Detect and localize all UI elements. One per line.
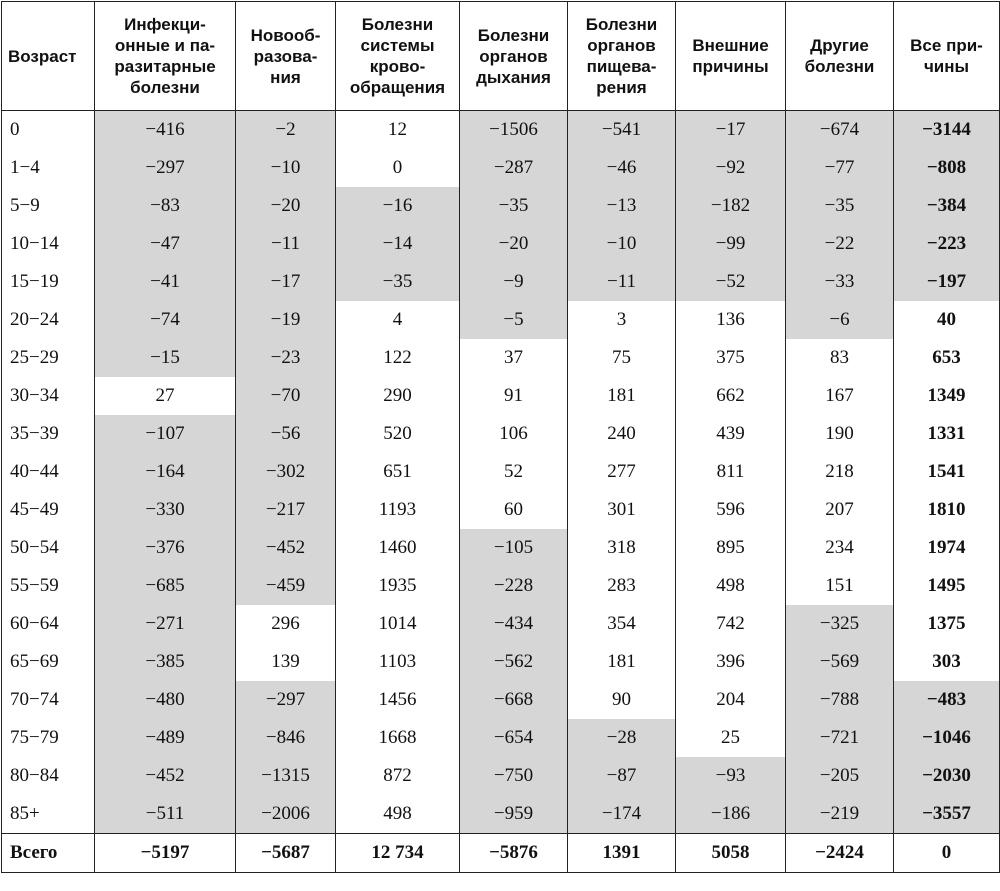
- value-cell: 742: [676, 605, 786, 643]
- header-circulatory: Болезни системы крово- обращения: [336, 2, 460, 111]
- value-cell: 1349: [894, 377, 1000, 415]
- value-cell: −541: [568, 111, 676, 150]
- value-cell: 151: [786, 567, 894, 605]
- table-row: [2, 301, 1000, 339]
- value-cell: 106: [460, 415, 568, 453]
- value-cell: 4: [336, 301, 460, 339]
- value-cell: −11: [568, 263, 676, 301]
- value-cell: −654: [460, 719, 568, 757]
- value-cell: 37: [460, 339, 568, 377]
- value-cell: −788: [786, 681, 894, 719]
- value-cell: −41: [95, 263, 236, 301]
- header-row: [2, 2, 1000, 111]
- value-cell: 1495: [894, 567, 1000, 605]
- value-cell: 1810: [894, 491, 1000, 529]
- value-cell: −197: [894, 263, 1000, 301]
- value-cell: 75: [568, 339, 676, 377]
- value-cell: −23: [236, 339, 336, 377]
- value-cell: −5876: [460, 834, 568, 873]
- value-cell: −569: [786, 643, 894, 681]
- total-row: [2, 834, 1000, 873]
- value-cell: −17: [676, 111, 786, 150]
- value-cell: −287: [460, 149, 568, 187]
- age-cell: 1−4: [2, 149, 95, 187]
- value-cell: 301: [568, 491, 676, 529]
- value-cell: −28: [568, 719, 676, 757]
- value-cell: −384: [894, 187, 1000, 225]
- value-cell: 318: [568, 529, 676, 567]
- value-cell: 207: [786, 491, 894, 529]
- header-other: Другие болезни: [786, 2, 894, 111]
- value-cell: 811: [676, 453, 786, 491]
- table-row: [2, 795, 1000, 834]
- age-cell: 80−84: [2, 757, 95, 795]
- table-row: [2, 453, 1000, 491]
- value-cell: −685: [95, 567, 236, 605]
- header-digestive: Болезни органов пищева- рения: [568, 2, 676, 111]
- value-cell: −2006: [236, 795, 336, 834]
- value-cell: −674: [786, 111, 894, 150]
- value-cell: −15: [95, 339, 236, 377]
- header-age: Возраст: [2, 2, 95, 111]
- value-cell: −228: [460, 567, 568, 605]
- value-cell: −2: [236, 111, 336, 150]
- value-cell: 296: [236, 605, 336, 643]
- age-cell: 55−59: [2, 567, 95, 605]
- value-cell: −52: [676, 263, 786, 301]
- value-cell: 1375: [894, 605, 1000, 643]
- value-cell: −87: [568, 757, 676, 795]
- value-cell: −297: [95, 149, 236, 187]
- value-cell: −11: [236, 225, 336, 263]
- value-cell: 181: [568, 643, 676, 681]
- value-cell: −480: [95, 681, 236, 719]
- table-row: [2, 605, 1000, 643]
- value-cell: −668: [460, 681, 568, 719]
- value-cell: 290: [336, 377, 460, 415]
- table-row: [2, 567, 1000, 605]
- table-row: [2, 757, 1000, 795]
- value-cell: −83: [95, 187, 236, 225]
- value-cell: −99: [676, 225, 786, 263]
- table-row: [2, 377, 1000, 415]
- table-row: [2, 491, 1000, 529]
- value-cell: −330: [95, 491, 236, 529]
- value-cell: 354: [568, 605, 676, 643]
- table-body: [2, 111, 1000, 873]
- table-row: [2, 529, 1000, 567]
- value-cell: −105: [460, 529, 568, 567]
- value-cell: −297: [236, 681, 336, 719]
- value-cell: −20: [460, 225, 568, 263]
- value-cell: −302: [236, 453, 336, 491]
- age-cell: 0: [2, 111, 95, 150]
- value-cell: 396: [676, 643, 786, 681]
- value-cell: 204: [676, 681, 786, 719]
- value-cell: 25: [676, 719, 786, 757]
- value-cell: −19: [236, 301, 336, 339]
- table-row: [2, 149, 1000, 187]
- table-row: [2, 187, 1000, 225]
- age-cell: 85+: [2, 795, 95, 834]
- value-cell: −217: [236, 491, 336, 529]
- age-cell: 30−34: [2, 377, 95, 415]
- value-cell: −13: [568, 187, 676, 225]
- value-cell: −562: [460, 643, 568, 681]
- value-cell: 91: [460, 377, 568, 415]
- value-cell: −92: [676, 149, 786, 187]
- age-cell: 35−39: [2, 415, 95, 453]
- value-cell: −452: [236, 529, 336, 567]
- value-cell: 651: [336, 453, 460, 491]
- value-cell: −182: [676, 187, 786, 225]
- value-cell: −35: [786, 187, 894, 225]
- value-cell: 1193: [336, 491, 460, 529]
- age-cell: 45−49: [2, 491, 95, 529]
- value-cell: −33: [786, 263, 894, 301]
- value-cell: 122: [336, 339, 460, 377]
- table-row: [2, 643, 1000, 681]
- value-cell: −5687: [236, 834, 336, 873]
- value-cell: 1541: [894, 453, 1000, 491]
- table-row: [2, 263, 1000, 301]
- value-cell: 0: [336, 149, 460, 187]
- age-cell: 10−14: [2, 225, 95, 263]
- value-cell: −750: [460, 757, 568, 795]
- value-cell: −186: [676, 795, 786, 834]
- value-cell: 240: [568, 415, 676, 453]
- value-cell: 52: [460, 453, 568, 491]
- value-cell: −2030: [894, 757, 1000, 795]
- value-cell: 375: [676, 339, 786, 377]
- header-external: Внешние причины: [676, 2, 786, 111]
- value-cell: 1391: [568, 834, 676, 873]
- value-cell: −325: [786, 605, 894, 643]
- age-cell: 40−44: [2, 453, 95, 491]
- value-cell: 277: [568, 453, 676, 491]
- value-cell: 1014: [336, 605, 460, 643]
- value-cell: −271: [95, 605, 236, 643]
- value-cell: −10: [568, 225, 676, 263]
- value-cell: −459: [236, 567, 336, 605]
- value-cell: 27: [95, 377, 236, 415]
- age-cell: 20−24: [2, 301, 95, 339]
- header-respiratory: Болезни органов дыхания: [460, 2, 568, 111]
- value-cell: 596: [676, 491, 786, 529]
- value-cell: 498: [676, 567, 786, 605]
- value-cell: −17: [236, 263, 336, 301]
- age-cell: 50−54: [2, 529, 95, 567]
- value-cell: 167: [786, 377, 894, 415]
- value-cell: −489: [95, 719, 236, 757]
- value-cell: 12 734: [336, 834, 460, 873]
- value-cell: 234: [786, 529, 894, 567]
- value-cell: −511: [95, 795, 236, 834]
- value-cell: −223: [894, 225, 1000, 263]
- age-cell: 15−19: [2, 263, 95, 301]
- value-cell: −205: [786, 757, 894, 795]
- age-cell: 75−79: [2, 719, 95, 757]
- value-cell: 0: [894, 834, 1000, 873]
- value-cell: −35: [460, 187, 568, 225]
- value-cell: 439: [676, 415, 786, 453]
- value-cell: −5197: [95, 834, 236, 873]
- value-cell: 1935: [336, 567, 460, 605]
- value-cell: −385: [95, 643, 236, 681]
- value-cell: −20: [236, 187, 336, 225]
- value-cell: −5: [460, 301, 568, 339]
- value-cell: 5058: [676, 834, 786, 873]
- value-cell: −77: [786, 149, 894, 187]
- value-cell: −9: [460, 263, 568, 301]
- value-cell: −3144: [894, 111, 1000, 150]
- value-cell: −35: [336, 263, 460, 301]
- value-cell: 303: [894, 643, 1000, 681]
- value-cell: 12: [336, 111, 460, 150]
- age-cell: 25−29: [2, 339, 95, 377]
- value-cell: 895: [676, 529, 786, 567]
- table-row: [2, 339, 1000, 377]
- table-row: [2, 719, 1000, 757]
- value-cell: 218: [786, 453, 894, 491]
- header-all-causes: Все при- чины: [894, 2, 1000, 111]
- value-cell: −74: [95, 301, 236, 339]
- value-cell: −1506: [460, 111, 568, 150]
- age-cell: Всего: [2, 834, 95, 873]
- age-cell: 5−9: [2, 187, 95, 225]
- age-cell: 65−69: [2, 643, 95, 681]
- value-cell: −959: [460, 795, 568, 834]
- value-cell: −16: [336, 187, 460, 225]
- value-cell: 653: [894, 339, 1000, 377]
- value-cell: 1103: [336, 643, 460, 681]
- age-cell: 70−74: [2, 681, 95, 719]
- value-cell: 872: [336, 757, 460, 795]
- table-row: [2, 415, 1000, 453]
- value-cell: 83: [786, 339, 894, 377]
- value-cell: −164: [95, 453, 236, 491]
- value-cell: 190: [786, 415, 894, 453]
- value-cell: −107: [95, 415, 236, 453]
- value-cell: 90: [568, 681, 676, 719]
- value-cell: 1331: [894, 415, 1000, 453]
- value-cell: −2424: [786, 834, 894, 873]
- value-cell: −56: [236, 415, 336, 453]
- value-cell: −483: [894, 681, 1000, 719]
- value-cell: −14: [336, 225, 460, 263]
- value-cell: −808: [894, 149, 1000, 187]
- value-cell: −1315: [236, 757, 336, 795]
- value-cell: −219: [786, 795, 894, 834]
- value-cell: 662: [676, 377, 786, 415]
- value-cell: −93: [676, 757, 786, 795]
- value-cell: 1668: [336, 719, 460, 757]
- value-cell: 1460: [336, 529, 460, 567]
- age-cell: 60−64: [2, 605, 95, 643]
- value-cell: −434: [460, 605, 568, 643]
- value-cell: −416: [95, 111, 236, 150]
- value-cell: −721: [786, 719, 894, 757]
- value-cell: 3: [568, 301, 676, 339]
- value-cell: −3557: [894, 795, 1000, 834]
- value-cell: −46: [568, 149, 676, 187]
- table-row: [2, 681, 1000, 719]
- value-cell: 498: [336, 795, 460, 834]
- table-row: [2, 111, 1000, 150]
- data-table: [1, 1, 1000, 873]
- value-cell: −846: [236, 719, 336, 757]
- value-cell: 1974: [894, 529, 1000, 567]
- table-row: [2, 225, 1000, 263]
- value-cell: 136: [676, 301, 786, 339]
- value-cell: 139: [236, 643, 336, 681]
- value-cell: −70: [236, 377, 336, 415]
- value-cell: 60: [460, 491, 568, 529]
- header-neoplasms: Новооб- разова- ния: [236, 2, 336, 111]
- value-cell: −452: [95, 757, 236, 795]
- value-cell: −174: [568, 795, 676, 834]
- value-cell: −1046: [894, 719, 1000, 757]
- value-cell: −10: [236, 149, 336, 187]
- value-cell: 520: [336, 415, 460, 453]
- header-infectious: Инфекци- онные и па- разитарные болезни: [95, 2, 236, 111]
- value-cell: −376: [95, 529, 236, 567]
- value-cell: 40: [894, 301, 1000, 339]
- value-cell: −22: [786, 225, 894, 263]
- value-cell: −47: [95, 225, 236, 263]
- value-cell: 181: [568, 377, 676, 415]
- value-cell: 283: [568, 567, 676, 605]
- value-cell: −6: [786, 301, 894, 339]
- value-cell: 1456: [336, 681, 460, 719]
